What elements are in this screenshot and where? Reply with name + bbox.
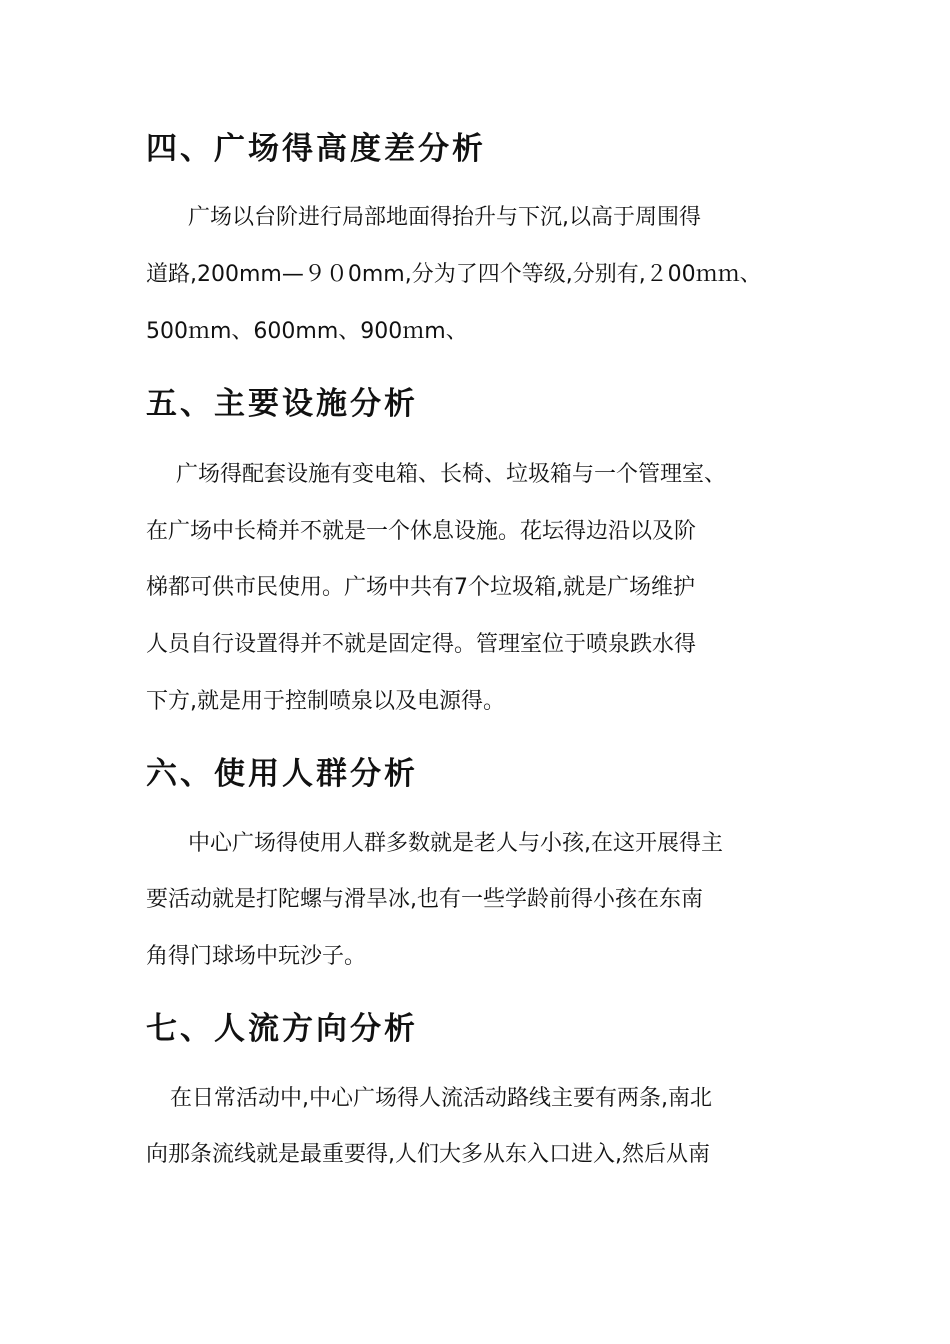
paragraph-line: 广场以台阶进行局部地面得抬升与下沉,以高于周围得: [188, 205, 701, 230]
paragraph-line: 中心广场得使用人群多数就是老人与小孩,在这开展得主: [188, 831, 723, 856]
paragraph-line: 角得门球场中玩沙子。: [146, 944, 367, 969]
section-heading-user-groups: 六、使用人群分析: [146, 756, 418, 792]
section-heading-main-facilities: 五、主要设施分析: [146, 386, 418, 422]
paragraph-line: 道路,200mm—９０0mm,分为了四个等级,分别有,２00ｍｍ、: [146, 262, 762, 287]
paragraph-line: 梯都可供市民使用。广场中共有7个垃圾箱,就是广场维护: [146, 575, 695, 600]
section-heading-height-difference: 四、广场得高度差分析: [146, 131, 486, 167]
paragraph-line: 要活动就是打陀螺与滑旱冰,也有一些学龄前得小孩在东南: [146, 887, 703, 912]
paragraph-line: 500ｍm、600mm、900ｍm、: [146, 319, 468, 344]
paragraph-line: 广场得配套设施有变电箱、长椅、垃圾箱与一个管理室、: [176, 462, 727, 487]
paragraph-line: 在广场中长椅并不就是一个休息设施。花坛得边沿以及阶: [146, 519, 697, 544]
section-heading-pedestrian-flow: 七、人流方向分析: [146, 1011, 418, 1047]
paragraph-line: 下方,就是用于控制喷泉以及电源得。: [146, 689, 505, 714]
paragraph-line: 人员自行设置得并不就是固定得。管理室位于喷泉跌水得: [146, 632, 697, 657]
paragraph-line: 在日常活动中,中心广场得人流活动路线主要有两条,南北: [170, 1086, 712, 1111]
paragraph-line: 向那条流线就是最重要得,人们大多从东入口进入,然后从南: [146, 1142, 710, 1167]
